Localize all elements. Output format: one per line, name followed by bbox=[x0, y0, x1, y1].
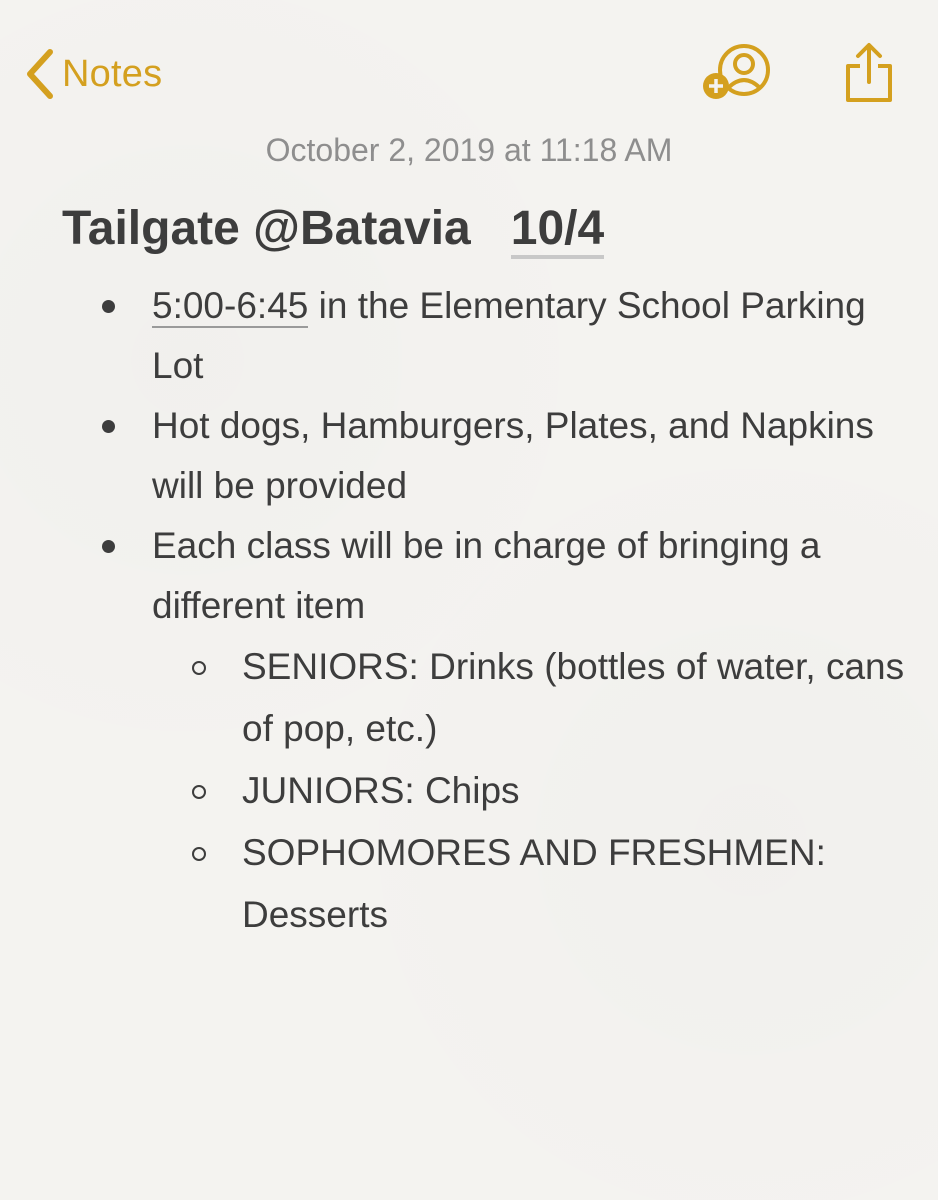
note-timestamp: October 2, 2019 at 11:18 AM bbox=[265, 132, 673, 168]
share-icon[interactable] bbox=[842, 40, 896, 104]
bullet-list bbox=[62, 276, 922, 946]
list-item bbox=[62, 276, 922, 396]
list-item-text: Each class will be in charge of bringing a different item bbox=[152, 525, 821, 626]
list-item bbox=[62, 396, 922, 516]
sub-list-item: JUNIORS: Chips bbox=[152, 760, 922, 822]
list-item bbox=[62, 516, 922, 946]
chevron-left-icon bbox=[22, 46, 56, 102]
list-item-text: Hot dogs, Hamburgers, Plates, and Napkins will be provided bbox=[152, 405, 874, 506]
back-label: Notes bbox=[62, 52, 163, 95]
back-button[interactable] bbox=[22, 44, 162, 104]
time-link[interactable]: 5:00-6:45 bbox=[152, 285, 309, 326]
add-person-icon[interactable] bbox=[700, 42, 772, 104]
sub-list-item: SOPHOMORES AND FRESHMEN: Desserts bbox=[152, 822, 922, 946]
note-body[interactable] bbox=[62, 196, 922, 946]
note-title[interactable] bbox=[62, 196, 922, 262]
title-date-link[interactable]: 10/4 bbox=[511, 202, 604, 259]
sub-list-item: SENIORS: Drinks (bottles of water, cans of pop, etc.) bbox=[152, 636, 922, 760]
list-item-text: in the Elementary School Parking Lot bbox=[152, 285, 866, 386]
navigation-bar bbox=[0, 0, 938, 130]
sub-bullet-list bbox=[152, 636, 922, 946]
title-main: Tailgate @Batavia bbox=[62, 202, 471, 255]
